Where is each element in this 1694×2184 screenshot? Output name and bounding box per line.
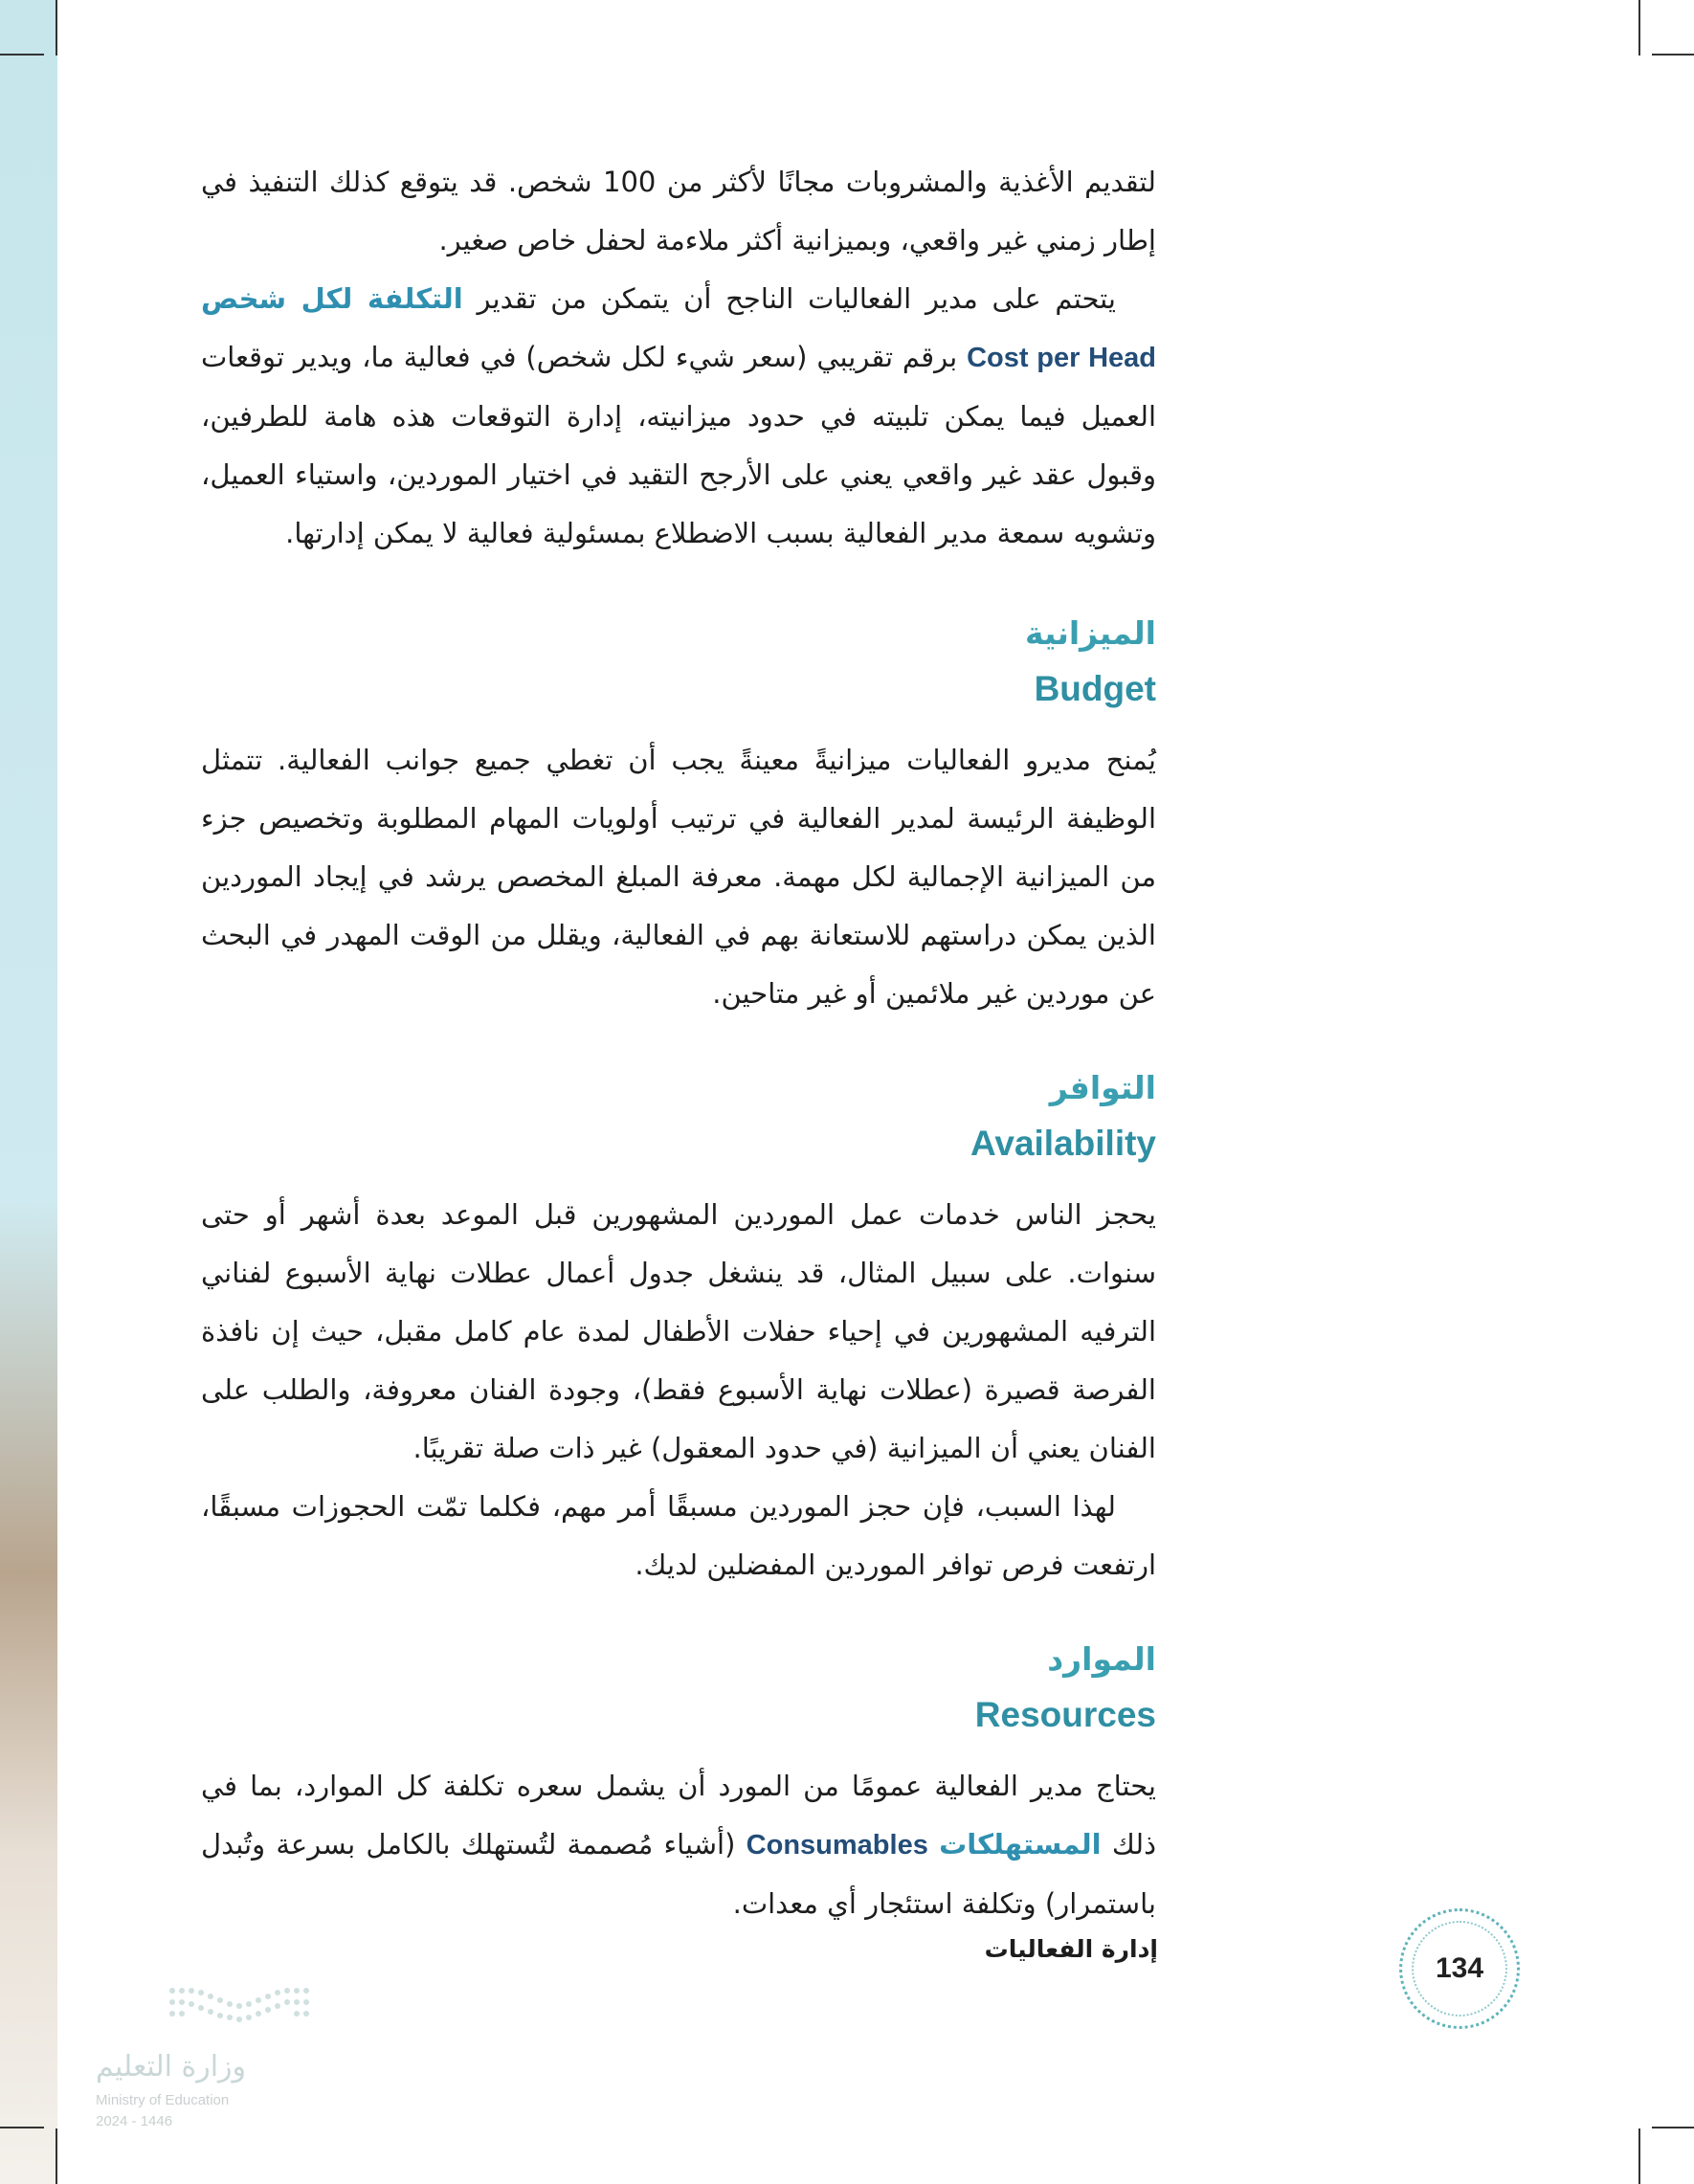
ministry-year: 2024 - 1446 [96, 2113, 173, 2129]
budget-heading-ar: الميزانية [1024, 614, 1156, 652]
crop-mark [1638, 0, 1640, 56]
budget-heading-en: Budget [1034, 669, 1156, 708]
resources-heading-en: Resources [974, 1695, 1156, 1734]
availability-heading-en: Availability [970, 1124, 1156, 1163]
ministry-logo [96, 1981, 316, 2153]
intro-p2-start: يتحتم على مدير الفعاليات الناجح أن يتمكن من تقدير [477, 282, 1116, 315]
page-content [201, 0, 1156, 1933]
crop-mark [56, 0, 57, 56]
availability-heading-ar: التوافر [1049, 1069, 1156, 1106]
page-number: 134 [1412, 1921, 1507, 2017]
resources-heading-ar: الموارد [1047, 1640, 1156, 1678]
crop-mark [0, 54, 44, 56]
intro-paragraph-2 [201, 270, 1156, 563]
availability-paragraph-2: لهذا السبب، فإن حجز الموردين مسبقًا أمر مهم، فكلما تمّت الحجوزات مسبقًا، ارتفعت فرص توافر الموردين المفضلين لديك. [201, 1490, 1156, 1581]
footer-book-title: إدارة الفعاليات [984, 1935, 1158, 1963]
resources-p1-end: (أشياء مُصممة لتُستهلك بالكامل بسرعة وتُبدل باستمرار) وتكلفة استئجار أي معدات. [201, 1828, 1156, 1920]
ministry-name-en: Ministry of Education [96, 2092, 230, 2108]
budget-paragraph: يُمنح مديرو الفعاليات ميزانيةً معينةً يجب أن تغطي جميع جوانب الفعالية. تتمثل الوظيفة الرئيسة لمدير الفعالية في ترتيب أولويات المهام المطلوبة وتخصيص جزء من الميزانية الإجمالية لكل مهمة. معرفة المبلغ المخصص يرشد في إيجاد الموردين الذين يمكن دراستهم للاستعانة بهم في الفعالية، ويقلل من الوقت المهدر في البحث عن موردين غير ملائمين أو غير متاحين. [201, 744, 1156, 1010]
availability-paragraph-1: يحجز الناس خدمات عمل الموردين المشهورين قبل الموعد بعدة أشهر أو حتى سنوات. على سبيل المثال، قد ينشغل جدول أعمال عطلات نهاية الأسبوع لفناني الترفيه المشهورين في إحياء حفلات الأطفال لمدة عام كامل مقبل، حيث إن نافذة الفرصة قصيرة (عطلات نهاية الأسبوع فقط)، وجودة الفنان معروفة، والطلب على الفنان يعني أن الميزانية (في حدود المعقول) غير ذات صلة تقريبًا. [201, 1198, 1156, 1464]
resources-p1-start: يحتاج مدير الفعالية عمومًا من المورد أن يشمل سعره تكلفة كل الموارد، بما في ذلك [201, 1770, 1157, 1861]
left-photo-strip [0, 0, 57, 2184]
ministry-dots-icon [163, 1981, 325, 2040]
resources-paragraph [201, 1757, 1156, 1933]
section-availability [201, 1061, 1156, 1594]
term-cost-per-head-ar: التكلفة لكل شخص [201, 282, 463, 315]
crop-mark [1652, 2127, 1694, 2128]
ministry-name-ar: وزارة التعليم [96, 2050, 247, 2084]
term-consumables-en: Consumables [746, 1830, 928, 1861]
section-resources [201, 1633, 1156, 1933]
term-cost-per-head-en: Cost per Head [967, 343, 1157, 373]
intro-p2-end: برقم تقريبي (سعر شيء لكل شخص) في فعالية ما، ويدير توقعات العميل فيما يمكن تلبيته في حدود ميزانيته، إدارة التوقعات هذه هامة للطرفين، وقبول عقد غير واقعي يعني على الأرجح التقيد في اختيار الموردين، واستياء العميل، وتشويه سمعة مدير الفعالية بسبب الاضطلاع بمسئولية فعالية لا يمكن إدارتها. [201, 341, 1156, 549]
crop-mark [0, 2127, 44, 2128]
crop-mark [1638, 2128, 1640, 2184]
intro-paragraph-1: لتقديم الأغذية والمشروبات مجانًا لأكثر من 100 شخص. قد يتوقع كذلك التنفيذ في إطار زمني غير واقعي، وبميزانية أكثر ملاءمة لحفل خاص صغير. [201, 166, 1156, 256]
crop-mark [56, 2128, 57, 2184]
term-consumables-ar: المستهلكات [939, 1828, 1102, 1861]
section-budget [201, 607, 1156, 1023]
crop-mark [1652, 54, 1694, 56]
page-number-badge [1399, 1908, 1520, 2029]
